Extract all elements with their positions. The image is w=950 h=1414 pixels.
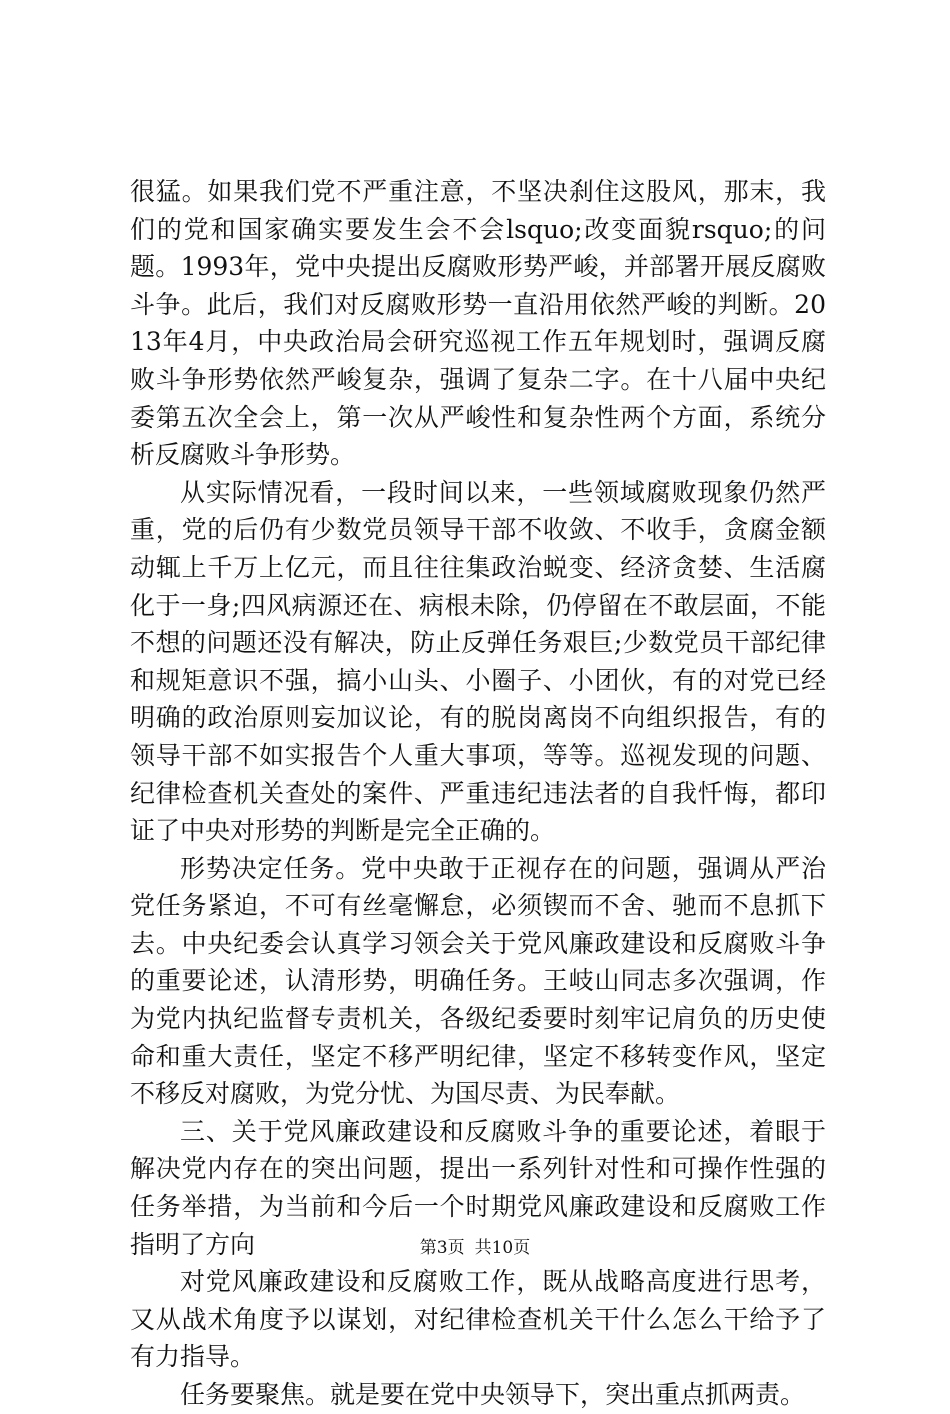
paragraph-4-section-heading: 三、关于党风廉政建设和反腐败斗争的重要论述，着眼于解决党内存在的突出问题，提出一系列针对性和可操作性强的任务举措，为当前和今后一个时期党风廉政建设和反腐败工作指明了方向: [130, 1116, 826, 1259]
paragraph-5: 对党风廉政建设和反腐败工作，既从战略高度进行思考，又从战术角度予以谋划，对纪律检查机关干什么怎么干给予了有力指导。: [130, 1267, 826, 1372]
paragraph-1: 很猛。如果我们党不严重注意，不坚决刹住这股风，那末，我们的党和国家确实要发生会不会lsquo;改变面貌rsquo;的问题。1993年，党中央提出反腐败形势严峻，并部署开展反腐败斗争。此后，我们对反腐败形势一直沿用依然严峻的判断。2013年4月，中央政治局会研究巡视工作五年规划时，强调反腐败斗争形势依然严峻复杂，强调了复杂二字。在十八届中央纪委第五次全会上，第一次从严峻性和复杂性两个方面，系统分析反腐败斗争形势。: [130, 177, 826, 470]
paragraph-6: 任务要聚焦。就是要在党中央领导下，突出重点抓两责。: [180, 1380, 806, 1409]
paragraph-3: 形势决定任务。党中央敢于正视存在的问题，强调从严治党任务紧迫，不可有丝毫懈怠，必须锲而不舍、驰而不息抓下去。中央纪委会认真学习领会关于党风廉政建设和反腐败斗争的重要论述，认清形势，明确任务。王岐山同志多次强调，作为党内执纪监督专责机关，各级纪委要时刻牢记肩负的历史使命和重大责任，坚定不移严明纪律，坚定不移转变作风，坚定不移反对腐败，为党分忧、为国尽责、为民奉献。: [130, 853, 826, 1109]
document-body: [130, 173, 826, 1414]
page-total: 共10页: [474, 1238, 531, 1258]
paragraph-2: 从实际情况看，一段时间以来，一些领域腐败现象仍然严重，党的后仍有少数党员领导干部不收敛、不收手，贪腐金额动辄上千万上亿元，而且往往集政治蜕变、经济贪婪、生活腐化于一身;四风病源还在、病根未除，仍停留在不敢层面，不能不想的问题还没有解决，防止反弹任务艰巨;少数党员干部纪律和规矩意识不强，搞小山头、小圈子、小团伙，有的对党已经明确的政治原则妄加议论，有的脱岗离岗不向组织报告，有的领导干部不如实报告个人重大事项，等等。巡视发现的问题、纪律检查机关查处的案件、严重违纪违法者的自我忏悔，都印证了中央对形势的判断是完全正确的。: [130, 477, 826, 846]
page-footer: [0, 1236, 950, 1260]
page-number: 第3页: [419, 1238, 465, 1258]
